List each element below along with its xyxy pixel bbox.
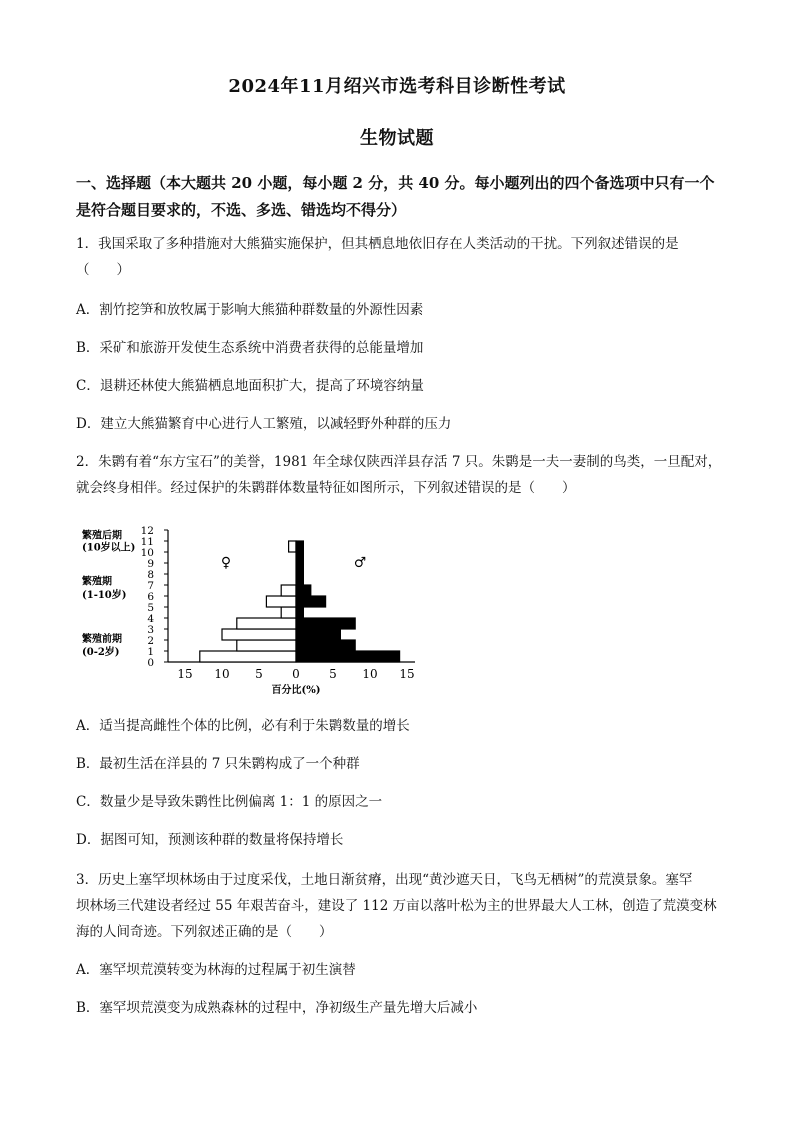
- female-bar: [281, 607, 296, 618]
- q2-option-a: A．适当提高雌性个体的比例，必有利于朱鹮数量的增长: [76, 718, 410, 734]
- x-tick-label: 5: [255, 667, 263, 681]
- q3-option-b: B．塞罕坝荒漠变为成熟森林的过程中，净初级生产量先增大后减小: [76, 1000, 478, 1016]
- female-bar: [266, 596, 296, 607]
- female-symbol: ♀: [220, 555, 232, 571]
- x-tick-label: 15: [399, 667, 415, 681]
- q1-option-b: B．采矿和旅游开发使生态系统中消费者获得的总能量增加: [76, 340, 424, 356]
- age-tick-label: 0: [147, 657, 154, 669]
- exam-subtitle: 生物试题: [360, 128, 434, 149]
- male-bar: [296, 651, 400, 662]
- age-tick-label: 4: [147, 613, 154, 625]
- female-bar: [237, 640, 296, 651]
- q3-stem-line2: 坝林场三代建设者经过 55 年艰苦奋斗，建设了 112 万亩以落叶松为主的世界最大人工林，创造了荒漠变林: [76, 898, 717, 914]
- population-pyramid-chart: [70, 520, 430, 700]
- age-tick-label: 10: [140, 547, 154, 559]
- male-symbol: ♂: [353, 555, 367, 571]
- age-tick-label: 5: [147, 602, 154, 614]
- male-bar: [296, 618, 355, 629]
- q2-option-b: B．最初生活在洋县的 7 只朱鹮构成了一个种群: [76, 756, 360, 772]
- x-tick-label: 10: [214, 667, 230, 681]
- x-tick-label: 5: [329, 667, 337, 681]
- age-tick-label: 9: [147, 558, 154, 570]
- x-tick-label: 10: [362, 667, 378, 681]
- age-tick-label: 6: [147, 591, 154, 603]
- male-bar: [296, 607, 303, 618]
- q2-stem-line2: 就会终身相伴。经过保护的朱鹮群体数量特征如图所示，下列叙述错误的是（ ）: [76, 480, 576, 496]
- age-tick-label: 8: [147, 569, 154, 581]
- stage-label-name: 繁殖期: [82, 576, 112, 588]
- q3-stem-line3: 海的人间奇迹。下列叙述正确的是（ ）: [76, 924, 333, 940]
- age-tick-label: 3: [147, 624, 154, 636]
- section-heading: 一、选择题（本大题共 20 小题，每小题 2 分，共 40 分。每小题列出的四个备选项中只有一个是符合题目要求的，不选、多选、错选均不得分）: [76, 174, 715, 219]
- age-tick-label: 1: [147, 646, 154, 658]
- male-bar: [296, 585, 311, 596]
- q3-option-a: A．塞罕坝荒漠转变为林海的过程属于初生演替: [76, 962, 356, 978]
- female-bar: [281, 585, 296, 596]
- x-axis-title: 百分比(%): [271, 685, 321, 696]
- female-bar: [222, 629, 296, 640]
- female-bar: [237, 618, 296, 629]
- male-bar: [296, 629, 340, 640]
- stage-label-name: 繁殖前期: [82, 633, 122, 645]
- stage-label-range: (10岁以上): [82, 542, 136, 554]
- q3-stem-line1: 3．历史上塞罕坝林场由于过度采伐，土地日渐贫瘠，出现“黄沙遮天日，飞鸟无栖树”的荒漠景象。塞罕: [76, 872, 693, 888]
- male-bar: [296, 596, 326, 607]
- age-tick-label: 11: [140, 536, 154, 548]
- exam-title: 2024年11月绍兴市选考科目诊断性考试: [228, 76, 566, 97]
- q1-bracket: （ ）: [76, 262, 130, 278]
- female-bar: [289, 541, 296, 552]
- age-tick-label: 12: [140, 525, 154, 537]
- q1-stem: 1．我国采取了多种措施对大熊猫实施保护，但其栖息地依旧存在人类活动的干扰。下列叙述错误的是: [76, 236, 679, 252]
- age-tick-label: 7: [147, 580, 154, 592]
- stage-label-range: (0-2岁): [82, 647, 120, 658]
- q1-option-a: A．割竹挖笋和放牧属于影响大熊猫种群数量的外源性因素: [76, 302, 424, 318]
- male-bar: [296, 541, 303, 585]
- male-bar: [296, 640, 355, 651]
- q2-stem-line1: 2．朱鹮有着“东方宝石”的美誉，1981 年全球仅陕西洋县存活 7 只。朱鹮是一夫一妻制的鸟类，一旦配对，: [76, 454, 722, 470]
- x-tick-label: 15: [177, 667, 193, 681]
- q2-option-d: D．据图可知，预测该种群的数量将保持增长: [76, 832, 344, 848]
- q2-option-c: C．数量少是导致朱鹮性比例偏离 1：1 的原因之一: [76, 794, 383, 810]
- stage-label-range: (1-10岁): [82, 589, 127, 601]
- stage-label-name: 繁殖后期: [82, 530, 122, 542]
- x-tick-label: 0: [292, 667, 300, 681]
- q1-option-d: D．建立大熊猫繁育中心进行人工繁殖，以减轻野外种群的压力: [76, 416, 452, 432]
- q1-option-c: C．退耕还林使大熊猫栖息地面积扩大，提高了环境容纳量: [76, 378, 424, 394]
- age-tick-label: 2: [147, 635, 154, 647]
- female-bar: [200, 651, 296, 662]
